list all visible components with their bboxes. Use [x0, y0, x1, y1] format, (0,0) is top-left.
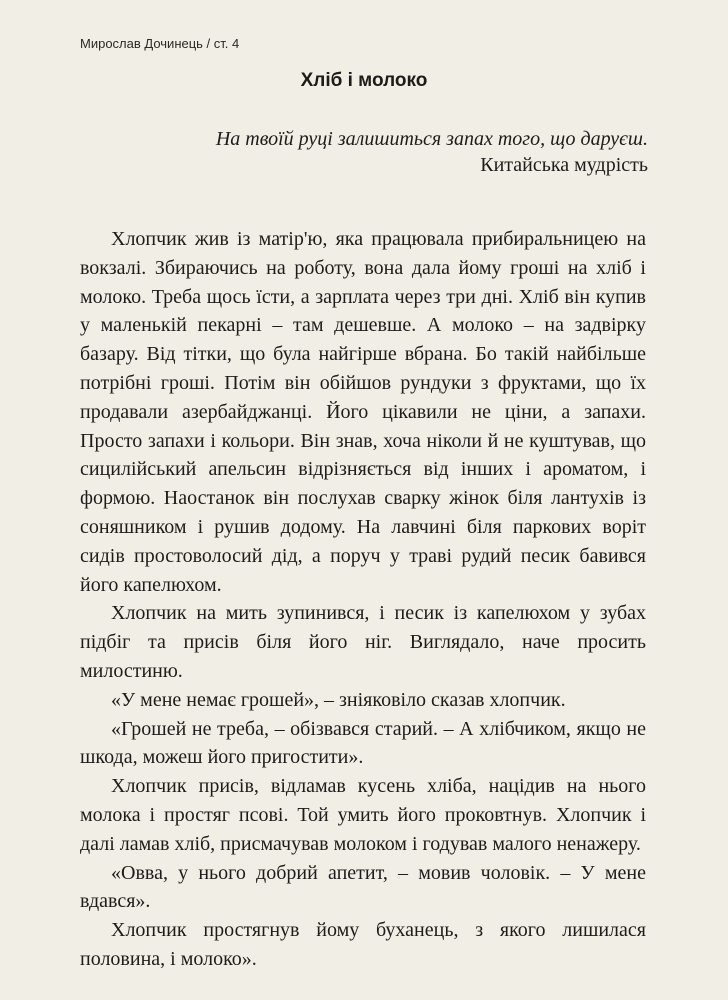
body-text — [80, 223, 646, 974]
chapter-title: Хліб і молоко — [300, 70, 428, 91]
paragraph-1: Хлопчик жив із матір'ю, яка працювала прибиральницею на вокзалі. Збираючись на роботу, вона дала йому гроші на хліб і молоко. Треба щось їсти, а зарплата через три дні. Хліб він купив у маленькій пекарні – там дешевше. А молоко – на задвірку базару. Від тітки, що була найгірше вбрана. Бо такій найбільше потрібні гроші. Потім він обійшов рундуки з фруктами, що їх продавали азербайджанці. Його цікавили не ціни, а запахи. Просто запахи і кольори. Він знав, хоча ніколи й не куштував, що сицилійський апельсин відрізняється від інших і ароматом, і формою. Наостанок він послухав сварку жінок біля лантухів із соняшником і рушив додому. На лавчині біля паркових воріт сидів простоволосий дід, а поруч у траві рудий песик бавився його капелюхом. — [80, 228, 646, 596]
paragraph-2: Хлопчик на мить зупинився, і песик із капелюхом у зубах підбіг та присів біля його ніг. Виглядало, наче просить милостиню. — [80, 602, 646, 682]
epigraph — [216, 126, 648, 178]
epigraph-source: Китайська мудрість — [480, 154, 648, 176]
paragraph-3: «У мене немає грошей», – зніяковіло сказав хлопчик. — [111, 688, 566, 711]
paragraph-7: Хлопчик простягнув йому буханець, з якого лишилася половина, і молоко». — [80, 919, 646, 970]
paragraph-5: Хлопчик присів, відламав кусень хліба, націдив на нього молока і простяг псові. Той умить його проковтнув. Хлопчик і далі ламав хліб, присмачував молоком і годував малого ненажеру. — [80, 775, 646, 855]
running-header: Мирослав Дочинець / ст. 4 — [80, 36, 240, 51]
paragraph-4: «Грошей не треба, – обізвався старий. – А хлібчиком, якщо не шкода, можеш його пригостити». — [80, 717, 646, 769]
epigraph-quote: На твоїй руці залишиться запах того, що даруєш. — [215, 128, 648, 150]
paragraph-6: «Овва, у нього добрий апетит, – мовив чоловік. – У мене вдався». — [80, 861, 646, 913]
